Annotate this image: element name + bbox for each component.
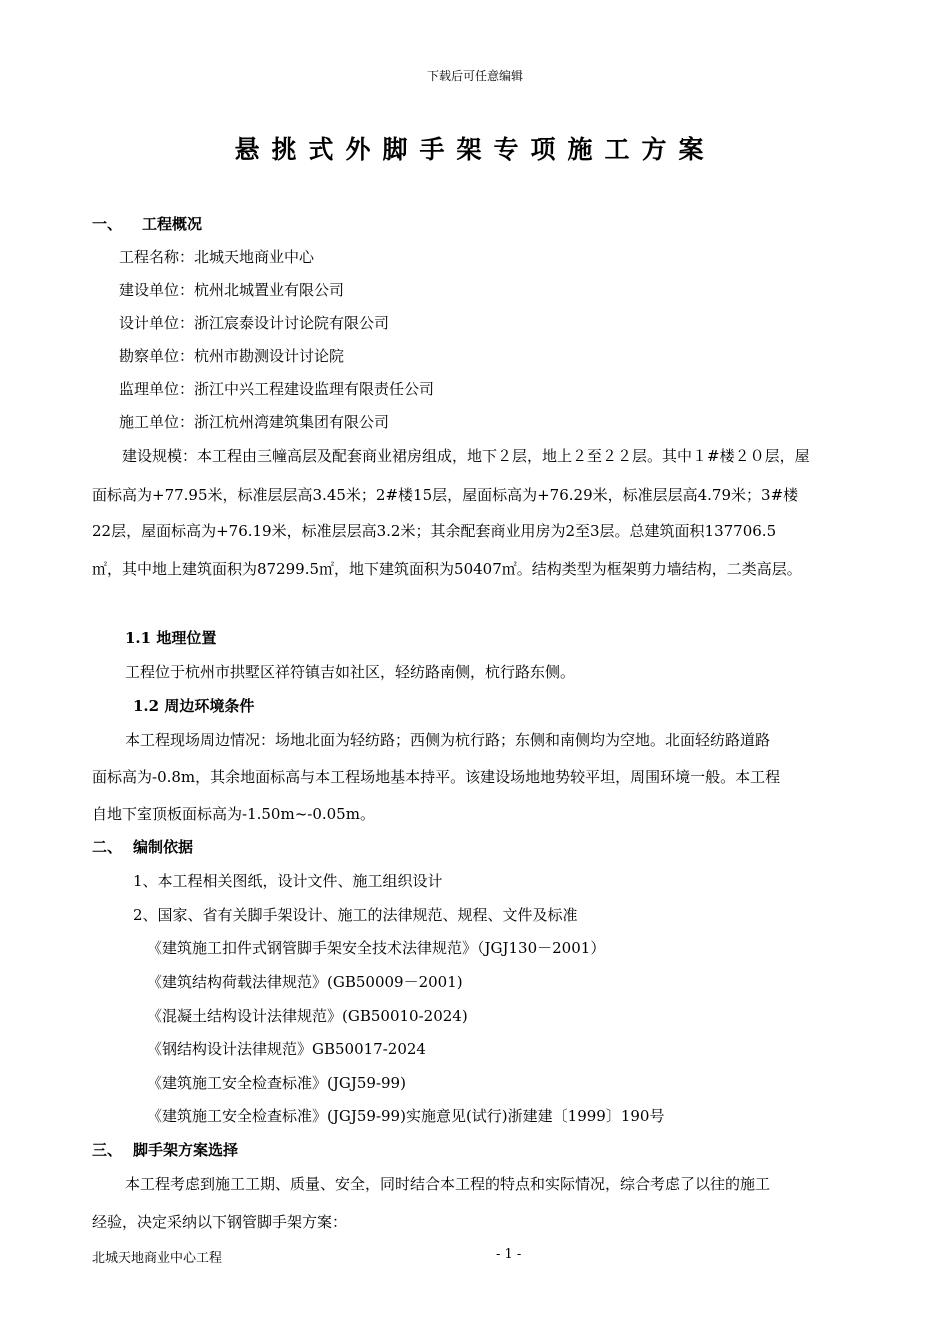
standard-item: 《建筑施工安全检查标准》(JGJ59-99)实施意见(试行)浙建建〔1999〕190号 <box>147 1107 665 1125</box>
standard-item: 《钢结构设计法律规范》GB50017-2024 <box>147 1040 426 1058</box>
info-surveyor: 勘察单位：杭州市勘测设计讨论院 <box>119 347 345 365</box>
scale-line: ㎡，其中地上建筑面积为87299.5㎡，地下建筑面积为50407㎡。结构类型为框架剪力墙结构，二类高层。 <box>92 560 802 578</box>
scale-line: 建设规模：本工程由三幢高层及配套商业裙房组成，地下２层，地上２至２２层。其中１#楼２０层，屋 <box>122 447 810 465</box>
info-contractor: 施工单位：浙江杭州湾建筑集团有限公司 <box>119 413 390 431</box>
footer-project: 北城天地商业中心工程 <box>92 1251 223 1266</box>
environment-line: 自地下室顶板面标高为-1.50m~-0.05m。 <box>92 805 375 823</box>
info-supervisor: 监理单位：浙江中兴工程建设监理有限责任公司 <box>119 380 435 398</box>
info-designer: 设计单位：浙江宸泰设计讨论院有限公司 <box>119 314 390 332</box>
section3-number: 三、 <box>92 1141 123 1159</box>
subsection-1-1-heading: 1.1 地理位置 <box>125 629 217 647</box>
scheme-line: 经验，决定采纳以下钢管脚手架方案： <box>92 1213 348 1231</box>
subsection-1-2-heading: 1.2 周边环境条件 <box>133 697 255 715</box>
scale-line: 22层，屋面标高为+76.19米，标准层层高3.2米；其余配套商业用房为2至3层。总建筑面积137706.5 <box>92 522 777 540</box>
standard-item: 《建筑施工安全检查标准》(JGJ59-99) <box>147 1074 406 1092</box>
info-owner: 建设单位：杭州北城置业有限公司 <box>119 281 345 299</box>
basis-item: 2、国家、省有关脚手架设计、施工的法律规范、规程、文件及标准 <box>133 906 578 924</box>
section3-heading: 脚手架方案选择 <box>133 1141 239 1159</box>
subsection-1-1-text: 工程位于杭州市拱墅区祥符镇吉如社区，轻纺路南侧，杭行路东侧。 <box>125 663 576 681</box>
document-title: 悬挑式外脚手架专项施工方案 <box>234 135 716 164</box>
section1-heading: 工程概况 <box>142 215 203 233</box>
standard-item: 《建筑结构荷载法律规范》(GB50009－2001) <box>147 973 463 991</box>
environment-line: 面标高为-0.8m，其余地面标高与本工程场地基本持平。该建设场地地势较平坦，周围环境一般。本工程 <box>92 768 781 786</box>
section2-number: 二、 <box>92 838 123 856</box>
basis-item: 1、本工程相关图纸，设计文件、施工组织设计 <box>133 872 443 890</box>
section1-number: 一、 <box>92 215 123 233</box>
standard-item: 《混凝土结构设计法律规范》(GB50010-2024) <box>147 1007 468 1025</box>
standard-item: 《建筑施工扣件式钢管脚手架安全技术法律规范》（JGJ130－2001） <box>147 939 606 957</box>
page-number: - 1 - <box>496 1247 522 1262</box>
environment-line: 本工程现场周边情况：场地北面为轻纺路；西侧为杭行路；东侧和南侧均为空地。北面轻纺路道路 <box>125 731 771 749</box>
header-note: 下载后可任意编辑 <box>426 69 523 83</box>
info-project-name: 工程名称：北城天地商业中心 <box>119 248 315 266</box>
scheme-line: 本工程考虑到施工工期、质量、安全，同时结合本工程的特点和实际情况，综合考虑了以往的施工 <box>125 1175 771 1193</box>
scale-line: 面标高为+77.95米，标准层层高3.45米；2#楼15层，屋面标高为+76.29米，标准层层高4.79米；3#楼 <box>92 486 799 504</box>
section2-heading: 编制依据 <box>133 838 194 856</box>
